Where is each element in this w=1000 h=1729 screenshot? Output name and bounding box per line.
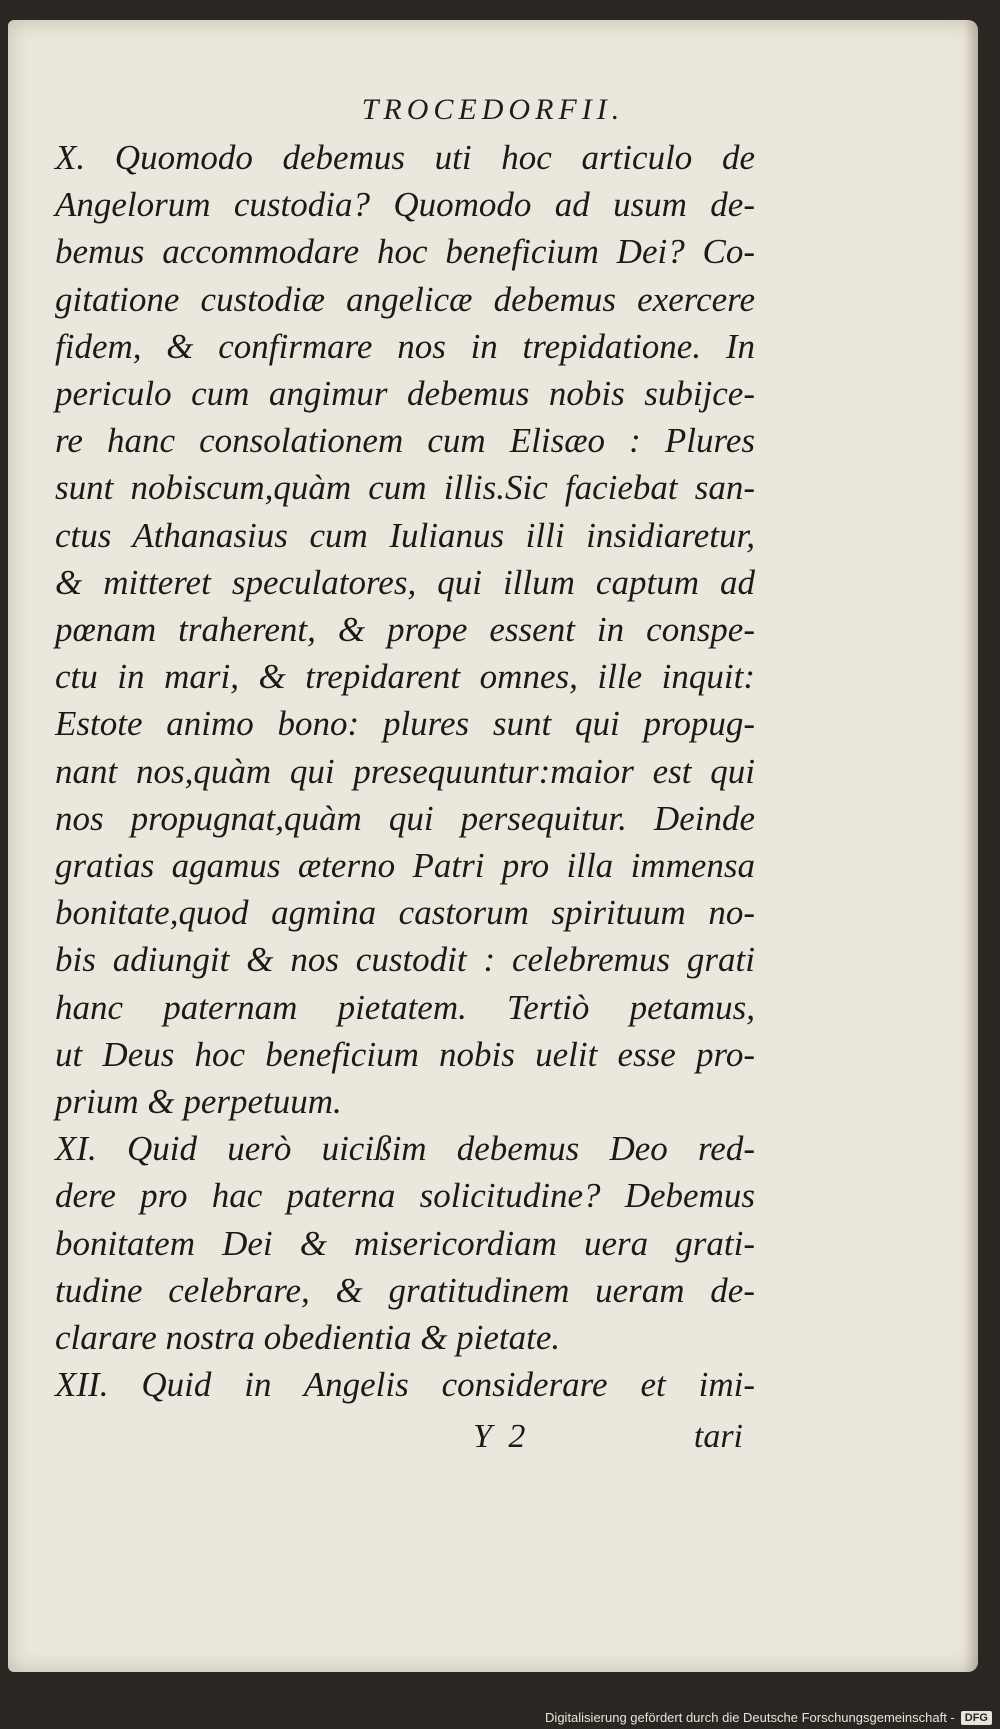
digitization-credit	[545, 1710, 992, 1725]
text-line: gitatione custodiæ angelicæ debemus exercere	[55, 279, 755, 319]
text-line: clarare nostra obedientia & pietate.	[55, 1318, 561, 1358]
text-line: XI. Quid uerò uicißim debemus Deo red-	[55, 1129, 755, 1169]
credit-text: Digitalisierung gefördert durch die Deutsche Forschungsgemeinschaft -	[545, 1710, 955, 1725]
text-line: Estote animo bono: plures sunt qui propug-	[55, 704, 755, 744]
book-page	[8, 20, 978, 1672]
text-line: bonitate,quod agmina castorum spirituum no-	[55, 893, 755, 933]
text-line: X. Quomodo debemus uti hoc articulo de	[55, 138, 755, 177]
text-line: hanc paternam pietatem. Tertiò petamus,	[55, 987, 755, 1027]
text-line: XII. Quid in Angelis considerare et imi-	[55, 1365, 755, 1405]
running-head: TROCEDORFII.	[361, 93, 625, 126]
body-text	[55, 134, 755, 1408]
text-line: bis adiungit & nos custodit : celebremus grati	[55, 940, 755, 980]
text-line: Angelorum custodia? Quomodo ad usum de-	[55, 185, 755, 225]
text-line: nos propugnat,quàm qui persequitur. Deinde	[55, 798, 755, 838]
catchword: tari	[693, 1418, 743, 1455]
text-line: prium & perpetuum.	[55, 1082, 342, 1122]
text-line: periculo cum angimur debemus nobis subijce-	[55, 374, 755, 414]
text-line: bonitatem Dei & misericordiam uera grati-	[55, 1223, 755, 1263]
text-line: nant nos,quàm qui presequuntur:maior est qui	[55, 751, 755, 791]
text-line: pœnam traherent, & prope essent in conspe-	[55, 610, 755, 650]
text-line: tudine celebrare, & gratitudinem ueram de-	[55, 1270, 755, 1310]
text-line: gratias agamus æterno Patri pro illa immensa	[55, 846, 755, 886]
text-line: fidem, & confirmare nos in trepidatione. In	[55, 326, 755, 366]
text-line: sunt nobiscum,quàm cum illis.Sic faciebat san-	[55, 468, 755, 508]
signature-mark: Y 2	[473, 1418, 530, 1455]
dfg-logo-icon: DFG	[961, 1711, 992, 1725]
text-line: & mitteret speculatores, qui illum captum ad	[55, 562, 755, 602]
text-line: bemus accommodare hoc beneficium Dei? Co-	[55, 232, 755, 272]
text-line: re hanc consolationem cum Elisæo : Plures	[55, 421, 755, 461]
text-line: dere pro hac paterna solicitudine? Debemus	[55, 1176, 755, 1216]
text-line: ut Deus hoc beneficium nobis uelit esse pro-	[55, 1034, 755, 1074]
text-line: ctu in mari, & trepidarent omnes, ille inquit:	[55, 657, 755, 697]
page-edge-shadow	[964, 20, 978, 1672]
text-line: ctus Athanasius cum Iulianus illi insidiaretur,	[55, 515, 755, 555]
